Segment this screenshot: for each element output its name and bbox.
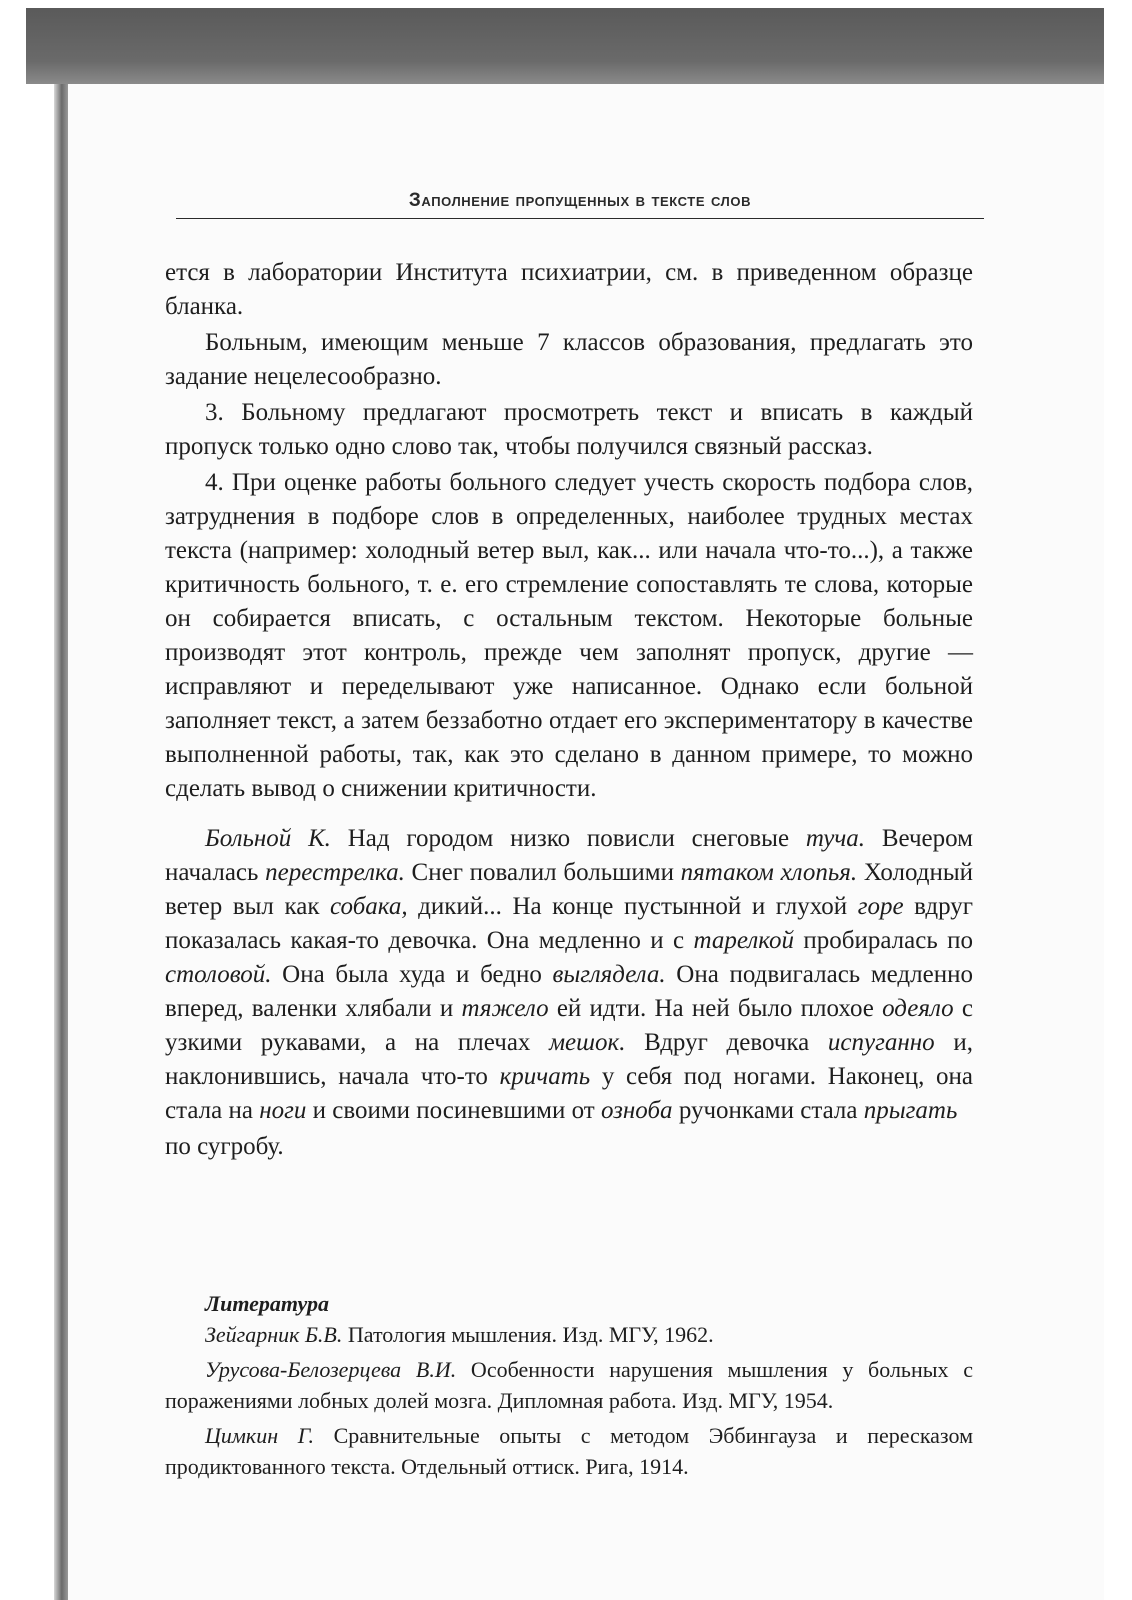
inserted-word: озноба bbox=[600, 1097, 673, 1124]
patient-case-ending: по сугробу. bbox=[165, 1133, 284, 1160]
paragraph-step-3: 3. Больному предлагают просмотреть текст и вписать в каждый пропуск только одно слово так, чтобы получился связный рассказ. bbox=[165, 399, 973, 460]
inserted-word: выглядела. bbox=[552, 961, 666, 988]
inserted-word: тяжело bbox=[461, 995, 549, 1022]
patient-label: Больной К. bbox=[205, 825, 331, 852]
inserted-word: пятаком хлопья. bbox=[680, 859, 858, 886]
reference-title: Патология мышления. Изд. МГУ, 1962. bbox=[342, 1322, 714, 1347]
inserted-word: мешок. bbox=[549, 1029, 626, 1056]
inserted-word: кричать bbox=[499, 1063, 591, 1090]
reference-item bbox=[165, 1420, 973, 1482]
reference-author: Цимкин Г. bbox=[205, 1423, 315, 1448]
literature-heading: Литература bbox=[205, 1291, 329, 1316]
reference-title: Особенности нарушения мышления у больных с поражениями лобных долей мозга. Дипломная работа. Изд. МГУ, 1954. bbox=[165, 1357, 973, 1413]
inserted-word: тарелкой bbox=[693, 927, 794, 954]
literature-section bbox=[165, 1288, 973, 1482]
paragraph-step-4: 4. При оценке работы больного следует учесть скорость подбора слов, затруднения в подборе слов в определенных, наиболее трудных местах текста (например: холодный ветер выл, как... или начала что-то...), а также критичность больного, т. е. его стремление сопоставлять те слова, которые он собирается вписать, с остальным текстом. Некоторые больные производят этот контроль, прежде чем заполнят пропуск, другие — исправляют и переделывают уже написанное. Однако если больной заполняет текст, а затем беззаботно отдает его экспериментатору в качестве выполненной работы, так, как это сделано в данном примере, то можно сделать вывод о снижении критичности. bbox=[165, 469, 973, 802]
inserted-word: горе bbox=[857, 893, 904, 920]
paragraph-education-note: Больным, имеющим меньше 7 классов образования, предлагать это задание нецелесообразно. bbox=[165, 329, 973, 390]
inserted-word: ноги bbox=[259, 1097, 307, 1124]
running-head-rule bbox=[176, 218, 984, 219]
running-head: Заполнение пропущенных в тексте слов bbox=[408, 190, 752, 211]
inserted-word: одеяло bbox=[882, 995, 954, 1022]
inserted-word: прыгать bbox=[863, 1097, 958, 1124]
reference-author: Урусова-Белозерцева В.И. bbox=[205, 1357, 457, 1382]
reference-title: Сравнительные опыты с методом Эббингауза и пересказом продиктованного текста. Отдельный оттиск. Рига, 1914. bbox=[165, 1423, 973, 1479]
paragraph-continuation: ется в лаборатории Института психиатрии, см. в приведенном образце бланка. bbox=[165, 259, 973, 320]
reference-item bbox=[165, 1319, 973, 1350]
inserted-word: туча. bbox=[805, 825, 866, 852]
main-text bbox=[165, 256, 973, 1164]
reference-item bbox=[165, 1354, 973, 1416]
inserted-word: собака, bbox=[330, 893, 408, 920]
scan-shadow-top bbox=[26, 8, 1104, 84]
inserted-word: перестрелка. bbox=[265, 859, 405, 886]
inserted-word: столовой. bbox=[165, 961, 272, 988]
inserted-word: испуганно bbox=[827, 1029, 935, 1056]
reference-author: Зейгарник Б.В. bbox=[205, 1322, 343, 1347]
scan-shadow-left bbox=[54, 84, 68, 1600]
patient-case-text: Больной К. Над городом низко повисли снеговые туча. Вечером началась перестрелка. Снег повалил большими пятаком хлопья. Холодный ветер выл как собака, дикий... На конце пустынной и глухой горе вдруг показалась какая-то девочка. Она медленно и с тарелкой пробиралась по столовой. Она была худа и бедно выглядела. Она подвигалась медленно вперед, валенки хлябали и тяжело ей идти. На ней было плохое одеяло с узкими рукавами, а на плечах мешок. Вдруг девочка испуганно и, наклонившись, начала что-то кричать у себя под ногами. Наконец, она стала на ноги и своими посиневшими от озноба ручонками стала прыгать bbox=[165, 825, 974, 1124]
